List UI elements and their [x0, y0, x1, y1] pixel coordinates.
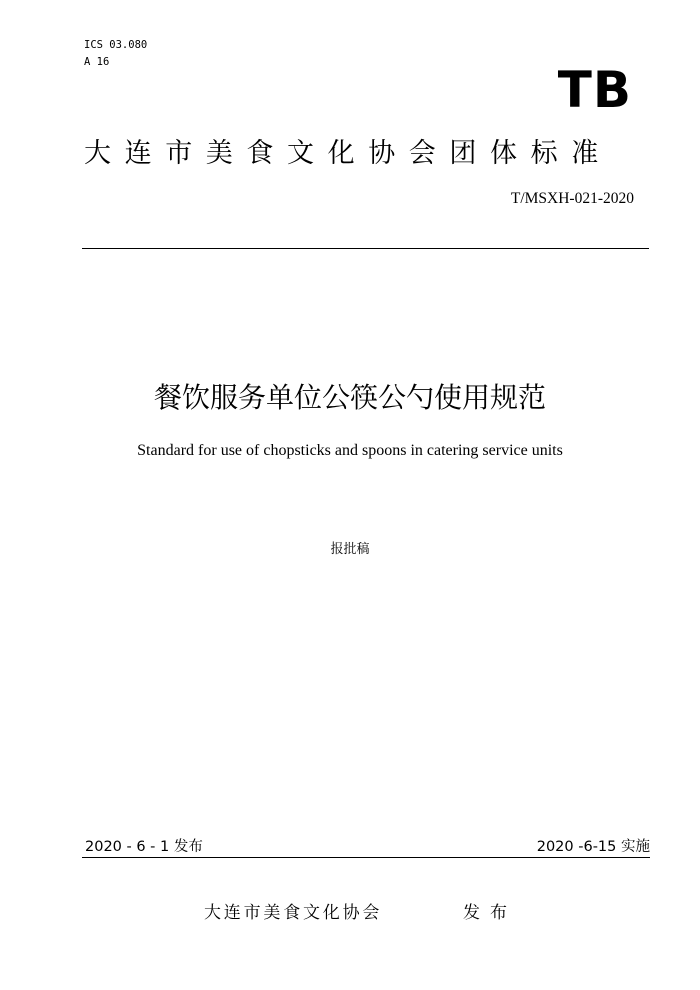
document-title-cn: 餐饮服务单位公筷公勺使用规范 — [153, 381, 546, 414]
publisher: 大连市美食文化协会 — [204, 903, 383, 923]
standard-mark: TB — [557, 61, 632, 119]
implementation-date: 2020 -6-15 实施 — [536, 839, 650, 855]
footer-divider — [82, 857, 650, 858]
ics-code: ICS 03.080 — [84, 39, 148, 51]
organization-standard-title: 大连市美食文化协会团体标准 — [84, 138, 612, 169]
header-divider — [82, 248, 649, 249]
document-title-en: Standard for use of chopsticks and spoons in catering service units — [137, 442, 563, 459]
draft-status: 报批稿 — [330, 542, 370, 557]
publish-verb: 发布 — [463, 903, 517, 923]
classification-codes — [84, 37, 147, 71]
issue-date: 2020 - 6 - 1 发布 — [85, 839, 203, 855]
standard-code: T/MSXH-021-2020 — [510, 190, 634, 207]
ccs-code: A 16 — [84, 56, 110, 68]
